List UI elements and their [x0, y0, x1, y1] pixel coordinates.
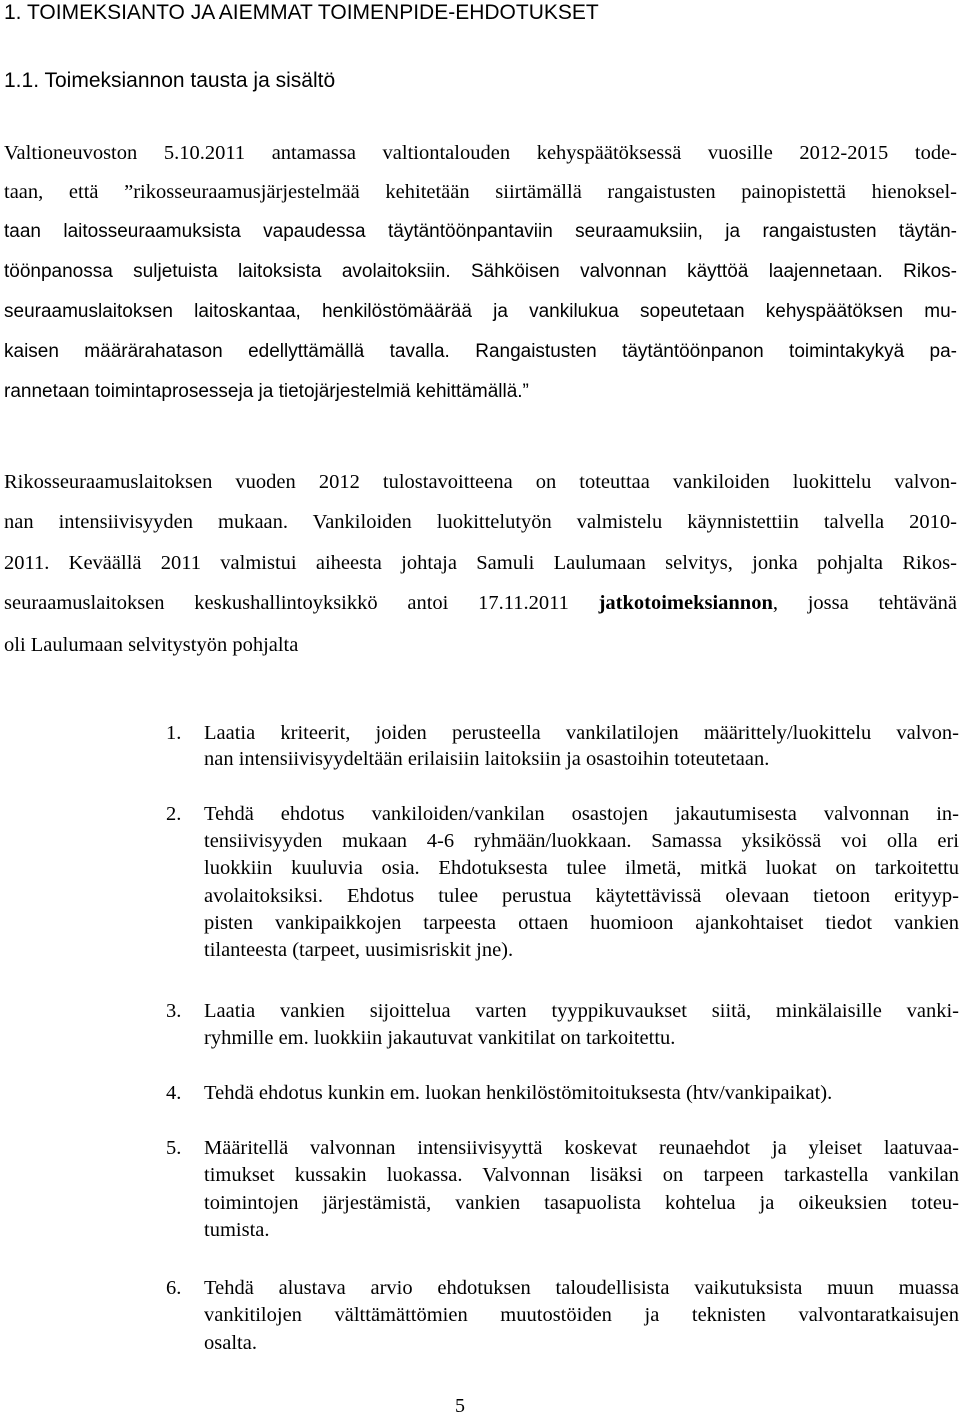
- list-item-line: Tehdä ehdotus kunkin em. luokan henkilöstömitoituksesta (htv/vankipaikat).: [204, 1082, 833, 1104]
- paragraph-line: nan intensiivisyyden mukaan. Vankiloiden luokittelutyön valmistelu käynnistettiin talvella 2010-: [4, 511, 957, 533]
- list-item-line: avolaitoksiksi. Ehdotus tulee perustua käytettävissä olevaan tietoon erityyp-: [204, 885, 959, 907]
- list-number: 3.: [166, 1000, 182, 1022]
- list-item-line: osalta.: [204, 1332, 257, 1354]
- paragraph-line: taan laitosseuraamuksista vapaudessa täytäntöönpantaviin seuraamuksiin, ja rangaistusten täytän-: [4, 221, 957, 242]
- list-item-line: Laatia vankien sijoittelua varten tyyppikuvaukset siitä, minkälaisille vanki-: [204, 1000, 959, 1022]
- paragraph-line: Valtioneuvoston 5.10.2011 antamassa valtiontalouden kehyspäätöksessä vuosille 2012-2015 tode-: [4, 142, 957, 164]
- bold-term: jatkotoimeksiannon: [598, 592, 773, 614]
- paragraph-line: [4, 591, 957, 615]
- heading-level-1: 1. TOIMEKSIANTO JA AIEMMAT TOIMENPIDE-EHDOTUKSET: [4, 1, 599, 24]
- paragraph-line: kaisen määrärahatason edellyttämällä tavalla. Rangaistusten täytäntöönpanon toimintakykyä pa-: [4, 341, 957, 362]
- list-item-line: timukset kussakin luokassa. Valvonnan lisäksi on tarpeen tarkastella vankilan: [204, 1164, 959, 1186]
- list-number: 6.: [166, 1277, 182, 1299]
- paragraph-line: töönpanossa suljetuista laitoksista avolaitoksiin. Sähköisen valvonnan käyttöä laajennetaan. Rikos-: [4, 261, 957, 282]
- paragraph-line: Rikosseuraamuslaitoksen vuoden 2012 tulostavoitteena on toteuttaa vankiloiden luokittelu valvon-: [4, 471, 957, 493]
- list-item-line: pisten vankipaikkojen tarpeesta ottaen huomioon ajankohtaiset tiedot vankien: [204, 912, 959, 934]
- list-item-line: Määritellä valvonnan intensiivisyyttä koskevat reunaehdot ja yleiset laatuvaa-: [204, 1137, 959, 1159]
- list-item-line: luokkiin kuuluvia osia. Ehdotuksesta tulee ilmetä, mitkä luokat on tarkoitettu: [204, 857, 959, 879]
- paragraph-line: oli Laulumaan selvitystyön pohjalta: [4, 634, 299, 656]
- list-number: 5.: [166, 1137, 182, 1159]
- list-item-line: Tehdä ehdotus vankiloiden/vankilan osastojen jakautumisesta valvonnan in-: [204, 803, 959, 825]
- heading-level-2: 1.1. Toimeksiannon tausta ja sisältö: [4, 69, 336, 92]
- list-item-line: tumista.: [204, 1219, 270, 1241]
- list-number: 4.: [166, 1082, 182, 1104]
- list-item-line: tilanteesta (tarpeet, uusimisriskit jne).: [204, 939, 514, 961]
- list-number: 2.: [166, 803, 182, 825]
- list-item-line: ryhmille em. luokkiin jakautuvat vankitilat on tarkoitettu.: [204, 1027, 676, 1049]
- list-item-line: Tehdä alustava arvio ehdotuksen taloudellisista vaikutuksista muun muassa: [204, 1277, 959, 1299]
- paragraph-line: 2011. Keväällä 2011 valmistui aiheesta johtaja Samuli Laulumaan selvitys, jonka pohjalta Rikos-: [4, 552, 957, 574]
- paragraph-line: taan, että ”rikosseuraamusjärjestelmää kehitetään siirtämällä rangaistusten painopistettä hienoksel-: [4, 181, 957, 203]
- list-item-line: vankitilojen välttämättömien muutostöiden ja teknisten valvontaratkaisujen: [204, 1304, 959, 1326]
- list-number: 1.: [166, 722, 182, 744]
- paragraph-line: seuraamuslaitoksen laitoskantaa, henkilöstömäärää ja vankilukua sopeutetaan kehyspäätöksen mu-: [4, 301, 957, 322]
- list-item-line: nan intensiivisyydeltään erilaisiin laitoksiin ja osastoihin toteutetaan.: [204, 748, 770, 770]
- text-run: , jossa tehtävänä: [772, 592, 957, 614]
- paragraph-line: rannetaan toimintaprosesseja ja tietojärjestelmiä kehittämällä.”: [4, 381, 529, 402]
- list-item-line: tensiivisyyden mukaan 4-6 ryhmään/luokkaan. Samassa yksikössä voi olla eri: [204, 830, 959, 852]
- list-item-line: toimintojen järjestämistä, vankien tasapuolista kohtelua ja oikeuksien toteu-: [204, 1192, 959, 1214]
- list-item-line: Laatia kriteerit, joiden perusteella vankilatilojen määrittely/luokittelu valvon-: [204, 722, 959, 744]
- text-run: seuraamuslaitoksen keskushallintoyksikkö antoi 17.11.2011: [4, 592, 599, 614]
- page-number: 5: [455, 1395, 465, 1417]
